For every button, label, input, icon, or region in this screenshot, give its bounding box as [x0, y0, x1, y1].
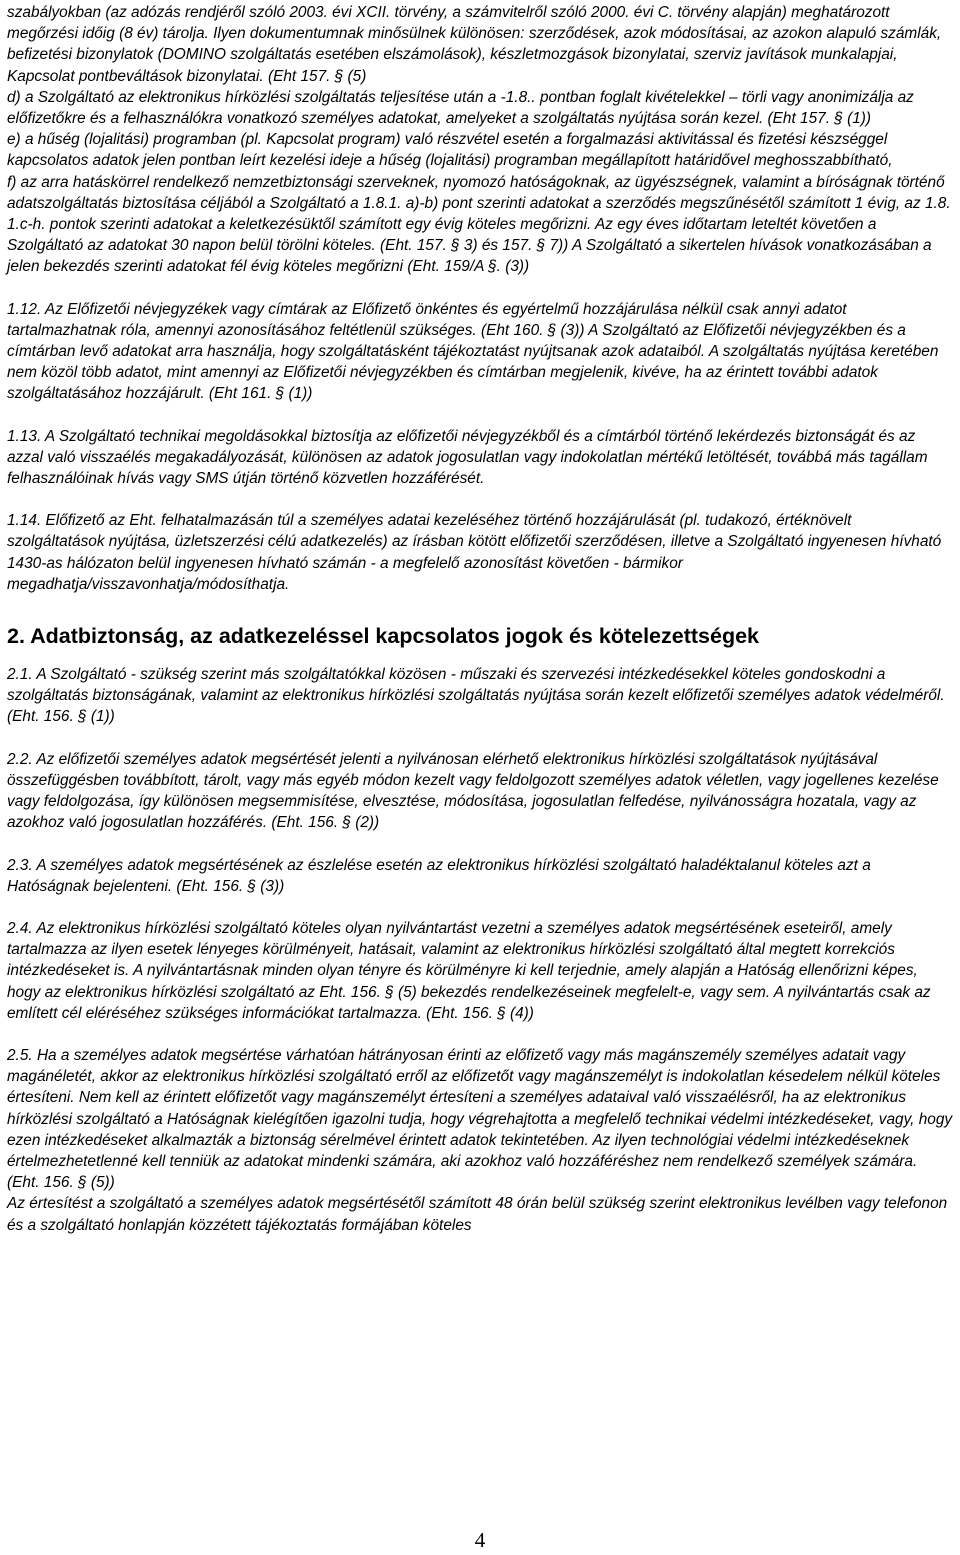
list-item-e: e) a hűség (lojalitási) programban (pl. Kapcsolat program) való részvétel esetén a forgalmazási aktivitással és fizetési készséggel kapcsolatos adatok jelen pontban leírt kezelési ideje a hűség (lojalitási) programban megállapított határidővel meghosszabbítható, — [7, 131, 893, 170]
page-number: 4 — [474, 1528, 486, 1552]
spacer — [7, 595, 953, 616]
paragraph-2-5: 2.5. Ha a személyes adatok megsértése várhatóan hátrányosan érinti az előfizető vagy más magánszemély személyes adatait vagy magánéletét, akkor az elektronikus hírközlési szolgáltató erről az előfizetőt vagy magánszemélyt is indokolatlan késedelem nélkül köteles értesíteni. Nem kell az érintett előfizetőt vagy magánszemélyt értesíteni a személyes adataival való visszaélésről, ha az elektronikus hírközlési szolgáltató a Hatóságnak kielégítően igazolni tudja, hogy végrehajtotta a megfelelő technikai védelmi intézkedéseket, vagy, hogy ezen intézkedéseket alkalmazták a biztonság sérelmével érintett adatok tekintetében. Az ilyen technológiai védelmi intézkedéseknek értelmezhetetlenné kell tenniük az adatokat mindenki számára, aki azokhoz való hozzáféréshez nem rendelkező személyek számára. (Eht. 156. § (5)) — [7, 1046, 953, 1192]
spacer — [7, 405, 953, 426]
spacer — [7, 278, 953, 299]
list-item-d: d) a Szolgáltató az elektronikus hírközlési szolgáltatás teljesítése után a -1.8.. pontban foglalt kivételekkel – törli vagy anonimizálja az előfizetőkre és a felhasználókra vonatkozó személyes adatokat, amelyeket a szolgáltatás nyújtása során kezel. (Eht 157. § (1)) — [7, 88, 914, 128]
spacer — [7, 897, 953, 918]
paragraph-1-13: 1.13. A Szolgáltató technikai megoldásokkal biztosítja az előfizetői névjegyzékből és a címtárból történő lekérdezés biztonságát és az azzal való visszaélés megakadályozását, különösen az adatok jogosulatlan vagy indokolatlan mértékű letöltését, továbbá más tagállam felhasználóinak hívás vagy SMS útján történő közvetlen hozzáférését. — [7, 427, 928, 488]
list-item-f: f) az arra hatáskörrel rendelkező nemzetbiztonsági szerveknek, nyomozó hatóságoknak, az ügyészségnek, valamint a bíróságnak történő adatszolgáltatás biztosítása céljából a Szolgáltató a 1.8.1. a)-b) pont szerinti adatokat a szerződés megszűnésétől számított 1 évig, az 1.8. 1.c-h. pontok szerinti adatokat a keletkezésüktől számított egy évig köteles megőrizni. Az egy éves időtartam leteltét követően a Szolgáltató az adatokat 30 napon belül törölni köteles. (Eht. 157. § 3) és 157. § 7)) A Szolgáltató a sikertelen hívások vonatkozásában a jelen bekezdés szerinti adatokat fél évig köteles megőrizni (Eht. 159/A §. (3)) — [7, 173, 951, 276]
paragraph-1-14: 1.14. Előfizető az Eht. felhatalmazásán túl a személyes adatai kezeléséhez történő hozzájárulását (pl. tudakozó, értéknövelt szolgáltatások nyújtása, üzletszerzési célú adatkezelés) az írásban kötött előfizetői szerződésen, illetve a Szolgáltató ingyenesen hívható 1430-as hálózaton belül ingyenesen hívható számán - a megfelelő azonosítást követően - bármikor megadhatja/visszavonhatja/módosíthatja. — [7, 512, 942, 593]
spacer — [7, 489, 953, 510]
paragraph-2-1: 2.1. A Szolgáltató - szükség szerint más szolgáltatókkal közösen - műszaki és szervezési intézkedésekkel köteles gondoskodni a szolgáltatás biztonságának, valamint az elektronikus hírközlési szolgáltatás nyújtása során kezelt előfizetői személyes adatok védelméről. (Eht. 156. § (1)) — [7, 666, 945, 726]
intro-paragraph: szabályokban (az adózás rendjéről szóló 2003. évi XCII. törvény, a számvitelről szóló 2000. évi C. törvény alapján) meghatározott megőrzési időig (8 év) tárolja. Ilyen dokumentumnak minősülnek különösen: szerződések, azok módosításai, az azokon alapuló számlák, befizetési bizonylatok (DOMINO szolgáltatás esetében elszámolások), készletmozgások bizonylatai, szerviz javítások munkalapjai, Kapcsolat pontbeváltások bizonylatai. (Eht 157. § (5) — [7, 4, 942, 85]
paragraph-2-5-notification: Az értesítést a szolgáltató a személyes adatok megsértésétől számított 48 órán belül szükség szerint elektronikus levélben vagy telefonon és a szolgáltató honlapján közzétett tájékoztatás formájában köteles — [7, 1195, 948, 1234]
paragraph-1-12: 1.12. Az Előfizetői névjegyzékek vagy címtárak az Előfizető önkéntes és egyértelmű hozzájárulása nélkül csak annyi adatot tartalmazhatnak róla, amennyi azonosításához feltétlenül szükséges. (Eht 160. § (3)) A Szolgáltató az Előfizetői névjegyzékben és a címtárban levő adatokat arra használja, hogy szolgáltatásként tájékoztatást nyújtsanak azok adataiból. A szolgáltatás nyújtása keretében nem közöl több adatot, mint amennyi az Előfizetői névjegyzékben és címtárban megjelenik, kivéve, ha az érintett további adatok szolgáltatásához hozzájárult. (Eht 161. § (1)) — [7, 300, 939, 403]
paragraph-2-4: 2.4. Az elektronikus hírközlési szolgáltató köteles olyan nyilvántartást vezetni a személyes adatok megsértésének eseteiről, amely tartalmazza az ilyen esetek lényeges körülményeit, hatásait, valamint az elektronikus hírközlési szolgáltató által megtett korrekciós intézkedéseket is. A nyilvántartásnak minden olyan tényre és körülményre ki kell terjednie, amely alapján a Hatóság ellenőrizni képes, hogy az elektronikus hírközlési szolgáltató az Eht. 156. § (5) bekezdés rendelkezéseinek megfelelt-e, vagy sem. A nyilvántartás csak az említett cél eléréséhez szükséges információkat tartalmazza. (Eht. 156. § (4)) — [7, 919, 931, 1022]
section-heading: 2. Adatbiztonság, az adatkezeléssel kapcsolatos jogok és kötelezettségek — [7, 624, 759, 649]
paragraph-2-2: 2.2. Az előfizetői személyes adatok megsértését jelenti a nyilvánosan elérhető elektronikus hírközlési szolgáltatások nyújtásával összefüggésben továbbított, tárolt, vagy más egyéb módon kezelt vagy feldolgozott személyes adatok véletlen, vagy jogellenes kezelése vagy feldolgozása, így különösen megsemmisítése, elvesztése, módosítása, jogosulatlan felfedése, nyilvánosságra hozatala, vagy az azokhoz való jogosulatlan hozzáférés. (Eht. 156. § (2)) — [7, 750, 939, 832]
spacer — [7, 1024, 953, 1045]
spacer — [7, 728, 953, 749]
paragraph-2-3: 2.3. A személyes adatok megsértésének az észlelése esetén az elektronikus hírközlési szolgáltató haladéktalanul köteles azt a Hatóságnak bejelenteni. (Eht. 156. § (3)) — [7, 856, 871, 895]
spacer — [7, 834, 953, 855]
